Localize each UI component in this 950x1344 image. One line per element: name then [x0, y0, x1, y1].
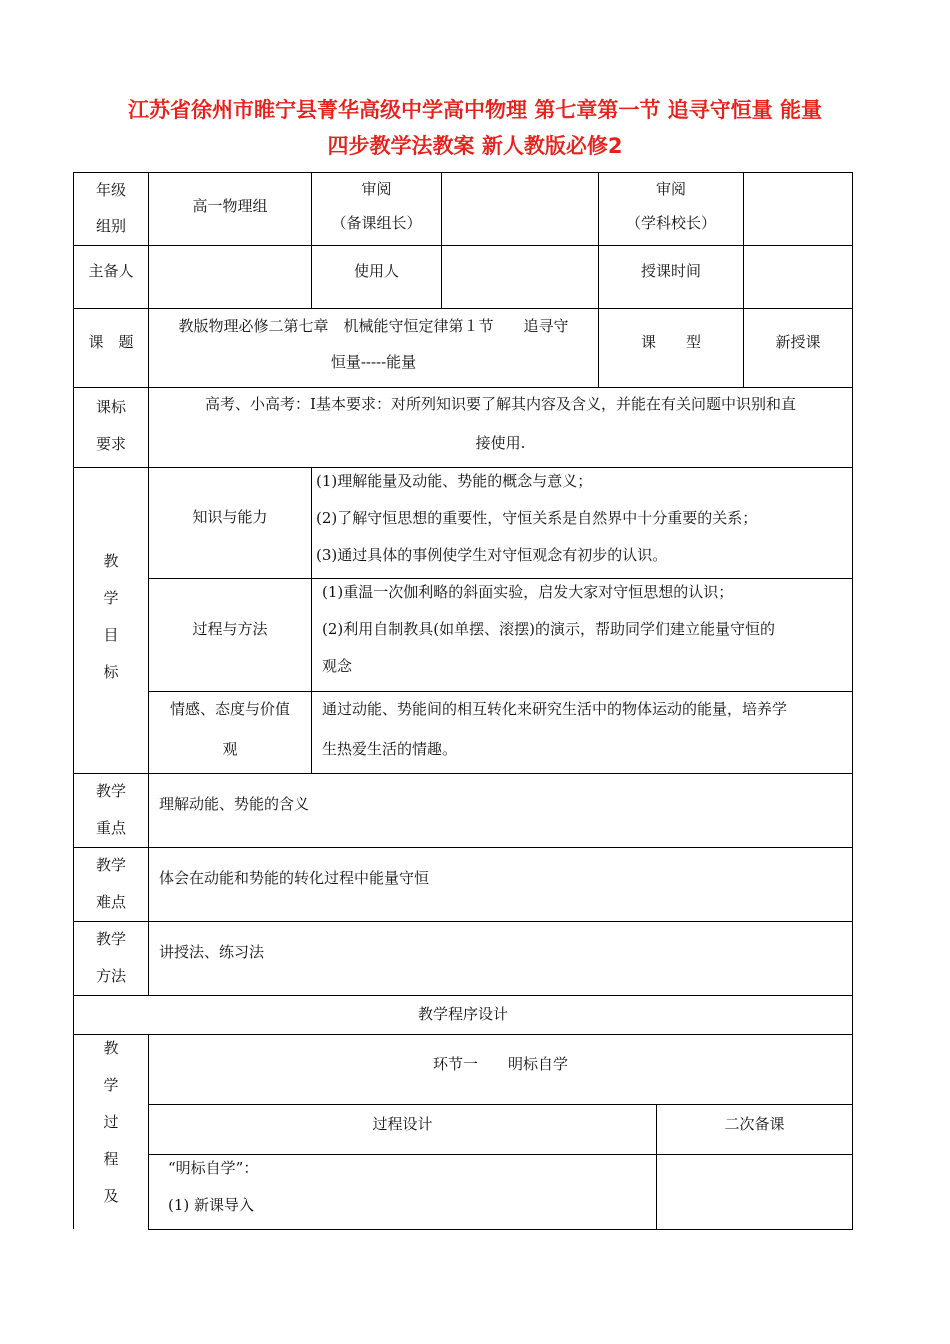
program-label-char: 教: [103, 1039, 119, 1057]
lesson-type-label: 课 型: [640, 333, 701, 351]
review-principal-field[interactable]: [744, 172, 852, 245]
goals-side-label: [74, 543, 148, 691]
process-method-label: 过程与方法: [192, 620, 268, 638]
difficulty-label-line: 难点: [95, 893, 126, 911]
program-title: 教学程序设计: [417, 1005, 508, 1023]
lesson-type-value: 新授课: [775, 333, 821, 351]
method-label: [74, 921, 148, 995]
standard-line-1: 高考、小高考：Ⅰ基本要求：对所列知识要了解其内容及含义，并能在有关问题中识别和直: [205, 395, 796, 413]
process-line: (1) 新课导入: [168, 1196, 255, 1214]
focus-text: 理解动能、势能的含义: [159, 795, 310, 813]
user-field[interactable]: [442, 245, 598, 308]
program-label-char: 及: [103, 1187, 119, 1205]
topic-line-2: 恒量-----能量: [330, 353, 417, 371]
topic-label: 课 题: [88, 333, 134, 351]
review-principal-label: [599, 172, 743, 240]
emotion-attitude-text: [322, 689, 852, 769]
focus-label: [74, 773, 148, 847]
knowledge-item: (2)了解守恒思想的重要性，守恒关系是自然界中十分重要的关系；: [316, 509, 758, 527]
standard-label-line: 课标: [95, 398, 126, 416]
emotion-label-line: 观: [222, 740, 238, 758]
process-item: (1)重温一次伽利略的斜面实验，启发大家对守恒思想的认识；: [322, 583, 734, 601]
process-line: “明标自学”：: [168, 1159, 259, 1177]
program-label-char: 程: [103, 1150, 119, 1168]
review-label-line: 审阅: [655, 180, 686, 198]
second-prep-field[interactable]: [657, 1155, 852, 1229]
grade-value: 高一物理组: [192, 197, 268, 215]
preparer-field[interactable]: [149, 245, 311, 308]
standard-line-2: 接使用.: [475, 434, 526, 452]
difficulty-text: 体会在动能和势能的转化过程中能量守恒: [159, 869, 430, 887]
goals-label-char: 教: [103, 552, 119, 570]
focus-label-line: 教学: [95, 782, 126, 800]
method-text: 讲授法、练习法: [159, 943, 265, 961]
topic-text: [149, 308, 598, 380]
group-leader-label-line: （备课组长）: [331, 214, 422, 232]
process-method-list: [322, 574, 852, 685]
process-item: (2)利用自制教具(如单摆、滚摆)的演示，帮助同学们建立能量守恒的: [322, 620, 775, 638]
review-group-leader-label: [312, 172, 441, 240]
grade-label-line: 年级: [95, 181, 126, 199]
title-line-2: 四步教学法教案 新人教版必修2: [327, 134, 623, 158]
difficulty-label: [74, 847, 148, 921]
method-label-line: 方法: [95, 967, 126, 985]
document-title: [0, 92, 950, 164]
topic-line-1: 教版物理必修二第七章 机械能守恒定律第１节 追寻守: [178, 317, 569, 335]
focus-label-line: 重点: [95, 819, 126, 837]
title-line-1: 江苏省徐州市睢宁县菁华高级中学高中物理 第七章第一节 追寻守恒量 能量: [128, 98, 822, 122]
goals-label-char: 学: [103, 589, 119, 607]
program-label-char: 过: [103, 1113, 119, 1131]
process-item: 观念: [322, 657, 353, 675]
emotion-line: 通过动能、势能间的相互转化来研究生活中的物体运动的能量，培养学: [322, 700, 788, 718]
knowledge-ability-label: 知识与能力: [192, 508, 268, 526]
knowledge-item: (1)理解能量及动能、势能的概念与意义；: [316, 472, 593, 490]
second-prep-header: 二次备课: [724, 1115, 785, 1133]
method-label-line: 教学: [95, 930, 126, 948]
user-label: 使用人: [353, 262, 399, 280]
grade-label: [74, 172, 148, 244]
program-side-label: [74, 1030, 148, 1215]
knowledge-item: (3)通过具体的事例使学生对守恒观念有初步的认识。: [316, 546, 668, 564]
group-label-line: 组别: [95, 217, 126, 235]
preparer-label: 主备人: [88, 262, 134, 280]
requirement-label-line: 要求: [95, 435, 126, 453]
emotion-label-line: 情感、态度与价值: [169, 700, 290, 718]
principal-label-line: （学科校长）: [625, 214, 716, 232]
emotion-attitude-label: [149, 689, 311, 769]
program-label-char: 学: [103, 1076, 119, 1094]
goals-label-char: 目: [103, 626, 119, 644]
goals-label-char: 标: [103, 663, 119, 681]
knowledge-ability-list: [316, 463, 852, 574]
difficulty-label-line: 教学: [95, 856, 126, 874]
process-design-header: 过程设计: [372, 1115, 433, 1133]
review-label-line: 审阅: [361, 180, 392, 198]
standard-text: [149, 385, 852, 463]
emotion-line: 生热爱生活的情趣。: [322, 740, 458, 758]
stage-heading: 环节一 明标自学: [432, 1055, 568, 1073]
lesson-time-field[interactable]: [744, 245, 852, 308]
lesson-time-label: 授课时间: [640, 262, 701, 280]
standard-label: [74, 389, 148, 463]
process-design-content: [168, 1150, 654, 1224]
review-group-leader-field[interactable]: [442, 172, 598, 245]
